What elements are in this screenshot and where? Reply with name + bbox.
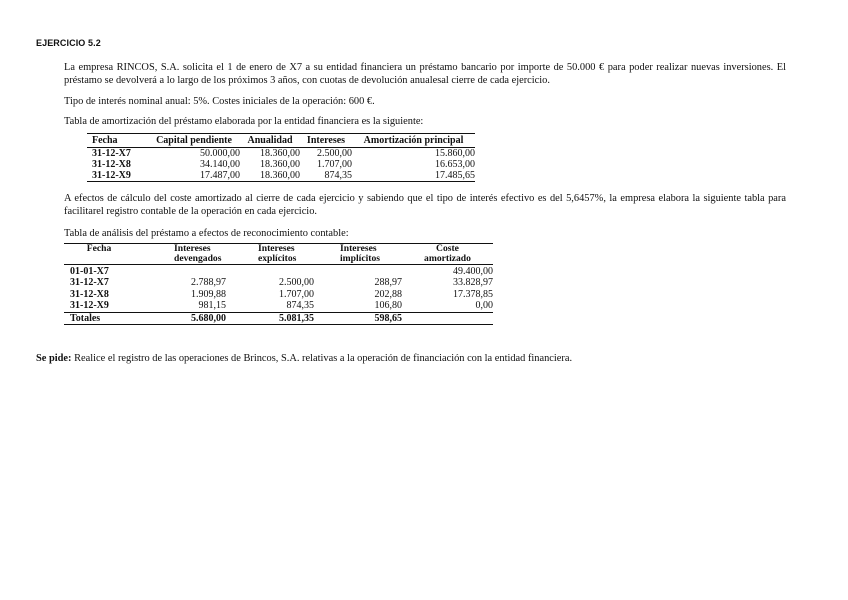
totals-row [64,312,493,324]
table2-caption: Tabla de análisis del préstamo a efectos de reconocimiento contable: [64,228,349,239]
table-row [64,265,493,278]
table-cell [314,265,402,278]
col-header: Fecha [86,243,112,254]
col-header: Intereses [174,243,211,254]
table-cell: 981,15 [198,300,226,312]
table-cell: 2.788,97 [191,277,226,289]
col-header: Intereses [306,135,346,146]
middle-paragraph: A efectos de cálculo del coste amortizado al cierre de cada ejercicio y sabiendo que el tipo de interés efectivo es del 5,6457%, la empresa elabora la siguiente tabla para facilitarel registro contable de la operación en cada ejercicio. [64,193,786,217]
intro-paragraph: La empresa RINCOS, S.A. solicita el 1 de enero de X7 a su entidad financiera un préstamo bancario por importe de 50.000 € para poder realizar nuevas inversiones. El préstamo se devolverá a lo largo de los próximos 3 años, con cuotas de devolución anualesal cierre de cada ejercicio. [64,62,786,86]
table-row [64,277,493,288]
table-cell: 0,00 [475,300,493,312]
table-cell: 5.680,00 [191,312,226,324]
table-cell: 2.500,00 [279,277,314,289]
table-cell: 31-12-X8 [70,288,109,300]
exercise-heading: EJERCICIO 5.2 [36,38,101,48]
table1-caption: Tabla de amortización del préstamo elaborada por la entidad financiera es la siguiente: [64,116,424,127]
table-cell: 1.707,00 [317,159,352,170]
table-cell: 874,35 [324,170,352,181]
table-cell [402,312,493,324]
col-header: Amortización principal [363,135,464,146]
table-cell: 5.081,35 [279,312,314,324]
table-row [64,289,493,300]
col-header: amortizado [424,253,471,264]
amortization-table-header [87,134,475,148]
table-cell: 106,80 [374,300,402,312]
table-cell: 202,88 [374,288,402,300]
table-cell: 2.500,00 [317,148,352,159]
table-cell: 33.828,97 [453,277,493,289]
table-cell: 49.400,00 [453,266,493,277]
col-header: Capital pendiente [156,135,232,146]
table-cell: 31-12-X7 [92,148,131,159]
table-cell: 18.360,00 [260,148,300,159]
table-cell: 1.909,88 [191,288,226,300]
col-header: Coste [436,243,459,254]
table-cell: 31-12-X9 [92,170,131,181]
table-cell: 31-12-X9 [70,300,109,312]
table-cell: 1.707,00 [279,288,314,300]
analysis-table-header [64,254,493,265]
table-cell: 17.378,85 [453,288,493,300]
task-text: Realice el registro de las operaciones de Brincos, S.A. relativas a la operación de financiación con la entidad financiera. [71,353,573,364]
col-header: Fecha [92,135,118,146]
task-statement [36,352,572,365]
table-row [87,170,475,182]
table-cell: 874,35 [286,300,314,312]
table-row [64,300,493,312]
table-cell: 18.360,00 [260,170,300,181]
table-cell: 31-12-X8 [92,159,131,170]
table-cell: 598,65 [374,312,402,324]
table-cell: 17.487,00 [200,170,240,181]
interest-line: Tipo de interés nominal anual: 5%. Costes iniciales de la operación: 600 €. [64,96,375,107]
table-cell [226,265,314,278]
col-header [64,254,134,265]
col-header: Intereses [258,243,295,254]
col-header: implícitos [340,253,380,264]
analysis-table [64,243,493,325]
col-header: explícitos [258,253,297,264]
table-cell: 15.860,00 [435,148,475,159]
table-cell: 31-12-X7 [70,277,109,289]
amortization-table [87,133,475,182]
table-cell: 17.485,65 [435,170,475,181]
table-cell: 18.360,00 [260,159,300,170]
col-header: devengados [174,253,222,264]
table-cell: Totales [70,312,101,324]
task-label: Se pide: [36,353,72,364]
table-cell: 288,97 [374,277,402,289]
col-header: Anualidad [247,135,293,146]
table-cell: 01-01-X7 [70,266,109,277]
table-cell [134,265,226,278]
table-cell: 16.653,00 [435,159,475,170]
table-row [87,159,475,170]
col-header: Intereses [340,243,377,254]
table-row [87,148,475,160]
table-cell: 34.140,00 [200,159,240,170]
table-cell: 50.000,00 [200,148,240,159]
